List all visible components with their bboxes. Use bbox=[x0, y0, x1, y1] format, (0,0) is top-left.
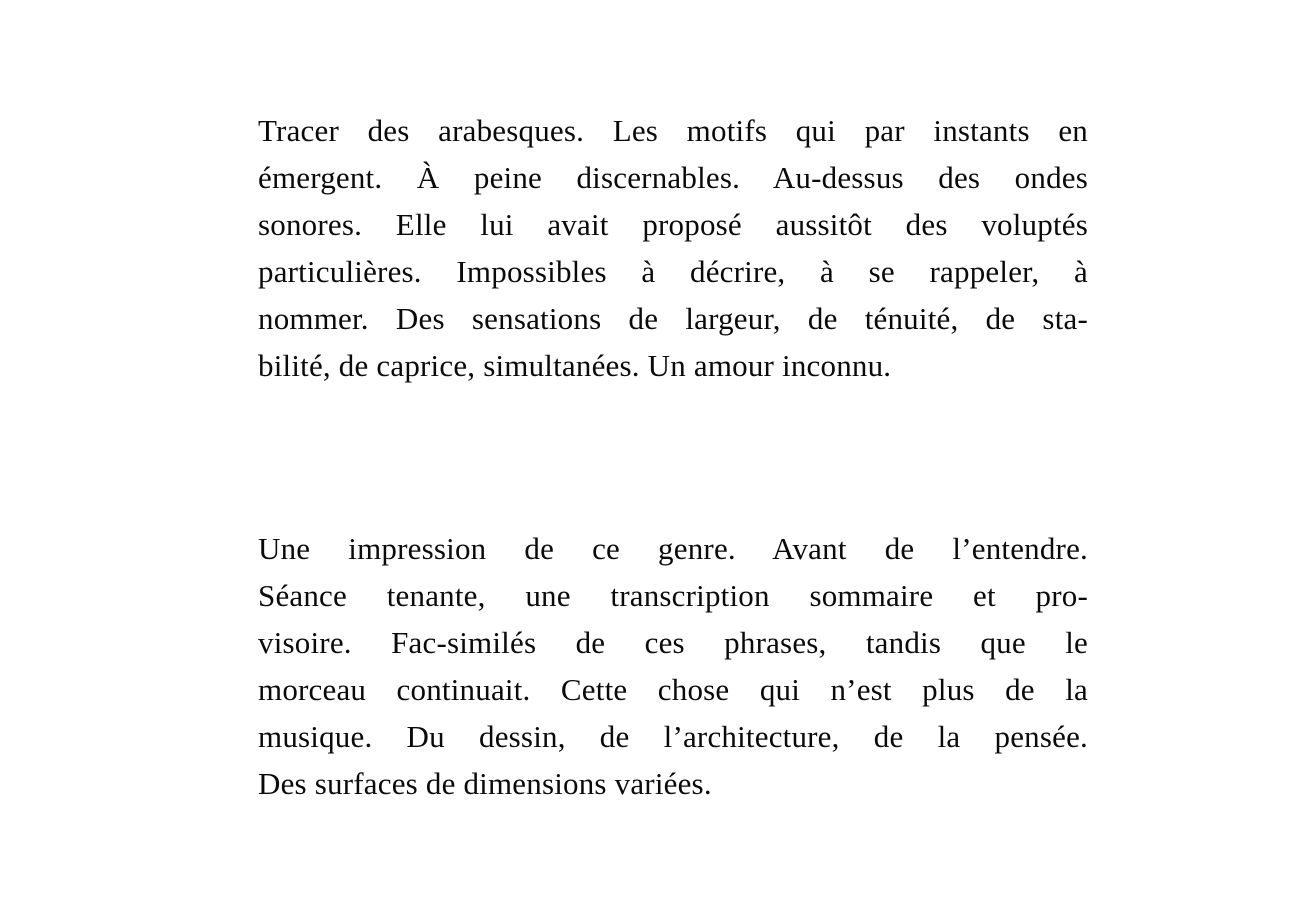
paragraph-2-line-2: Séance tenante, une transcription sommaire et pro- bbox=[258, 578, 1088, 613]
paragraph-1-line-3: sonores. Elle lui avait proposé aussitôt des voluptés bbox=[258, 207, 1088, 242]
paragraph-2 bbox=[258, 525, 1088, 807]
paragraph-1-line-5: nommer. Des sensations de largeur, de ténuité, de sta- bbox=[258, 301, 1088, 336]
paragraph-1 bbox=[258, 107, 1088, 389]
paragraph-1-line-2: émergent. À peine discernables. Au-dessus des ondes bbox=[258, 160, 1088, 195]
paragraph-2-line-4: morceau continuait. Cette chose qui n’est plus de la bbox=[258, 672, 1088, 707]
paragraph-2-line-6: Des surfaces de dimensions variées. bbox=[258, 766, 712, 801]
paragraph-1-line-4: particulières. Impossibles à décrire, à se rappeler, à bbox=[258, 254, 1088, 289]
text-block bbox=[258, 107, 1088, 807]
paragraph-2-line-5: musique. Du dessin, de l’architecture, de la pensée. bbox=[258, 719, 1088, 754]
paragraph-1-line-6: bilité, de caprice, simultanées. Un amour inconnu. bbox=[258, 348, 892, 383]
paragraph-1-line-1: Tracer des arabesques. Les motifs qui par instants en bbox=[258, 113, 1088, 148]
paragraph-2-line-1: Une impression de ce genre. Avant de l’entendre. bbox=[258, 531, 1088, 566]
paragraph-2-line-3: visoire. Fac-similés de ces phrases, tandis que le bbox=[258, 625, 1088, 660]
